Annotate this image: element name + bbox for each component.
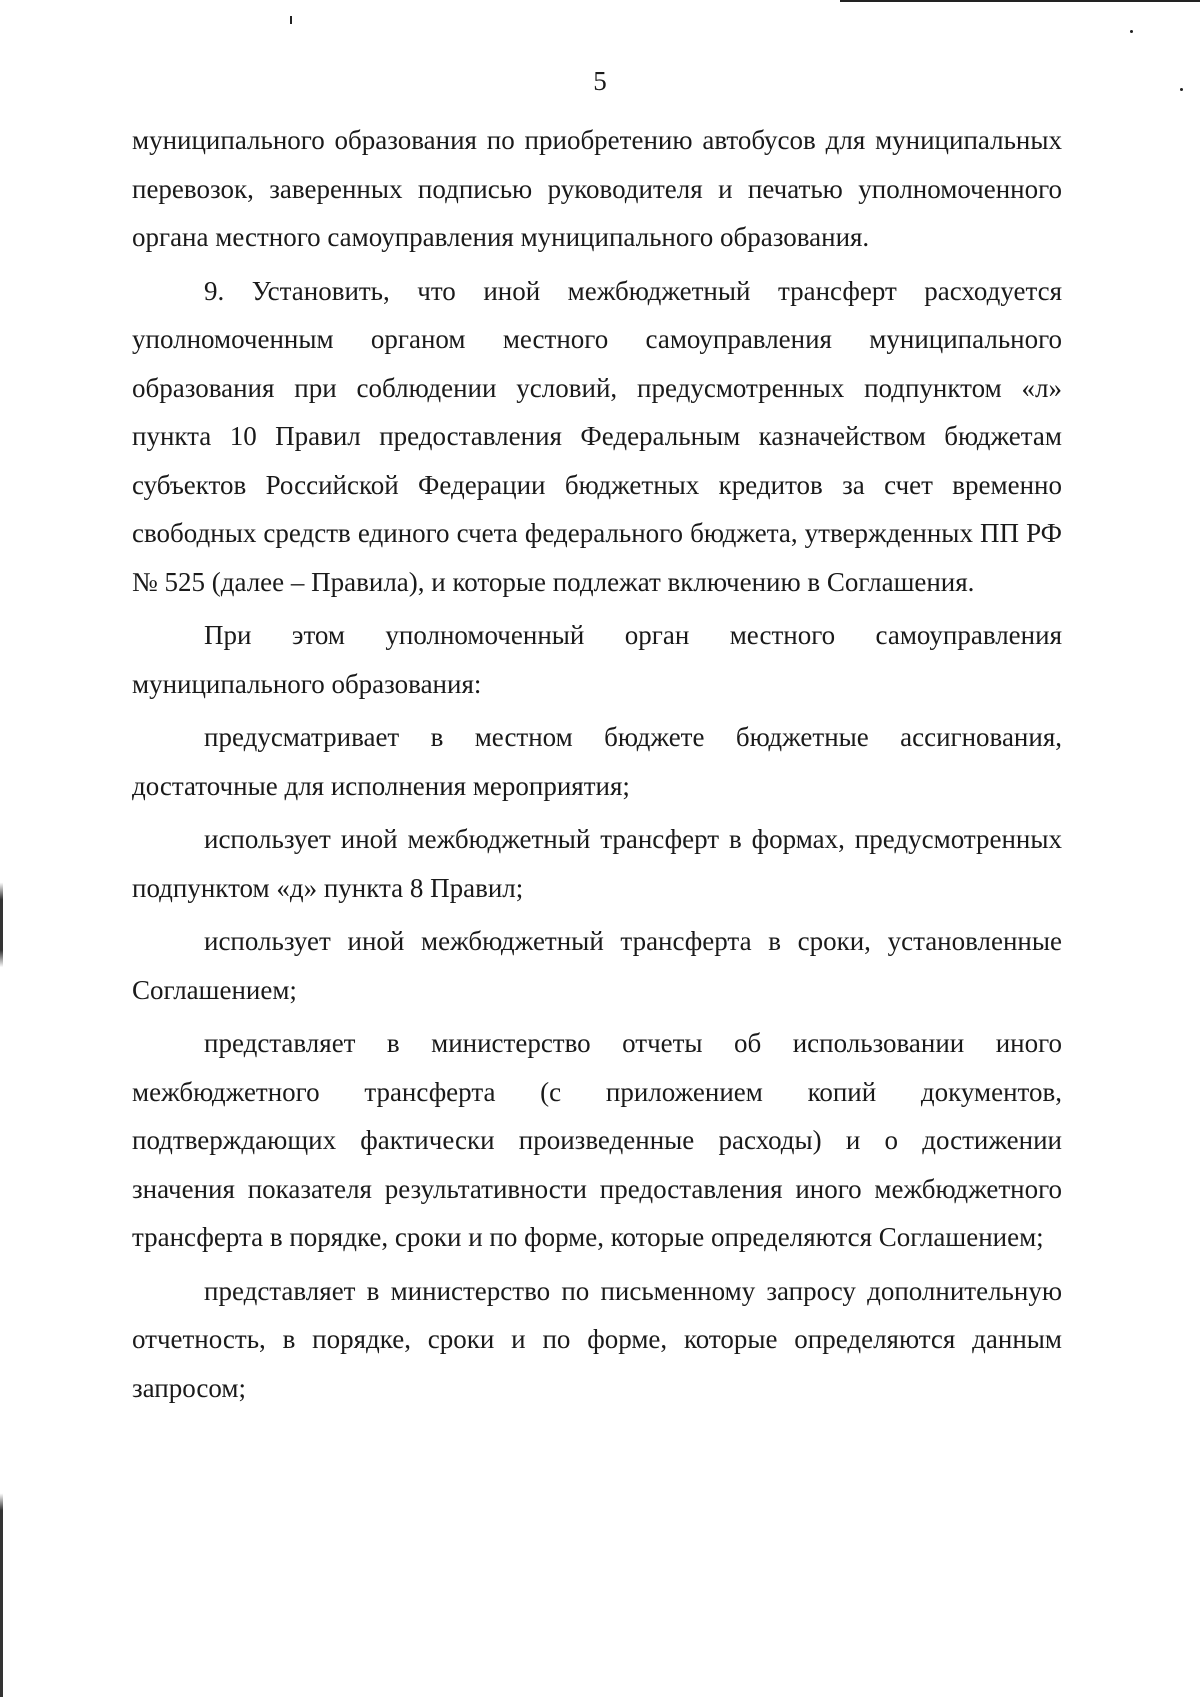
paragraph-terms: использует иной межбюджетный трансферта в сроки, установленные Соглашением; (132, 926, 1062, 1005)
paragraph-forms: использует иной межбюджетный трансферт в формах, предусмотренных подпунктом «д» пункта 8 Правил; (132, 824, 1062, 903)
document-body (132, 116, 1062, 1417)
scan-speck (290, 16, 292, 24)
scan-artifact-line (840, 0, 1200, 2)
paragraph-continuation: муниципального образования по приобретению автобусов для муниципальных перевозок, заверенных подписью руководителя и печатью уполномоченного органа местного самоуправления муниципального образования. (132, 125, 1062, 252)
paragraph-reports: представляет в министерство отчеты об использовании иного межбюджетного трансферта (с приложением копий документов, подтверждающих фактически произведенные расходы) и о достижении значения показателя результативности предоставления иного межбюджетного трансферта в порядке, сроки и по форме, которые определяются Соглашением; (132, 1028, 1062, 1252)
paragraph-additional: представляет в министерство по письменному запросу дополнительную отчетность, в порядке, сроки и по форме, которые определяются данным запросом; (132, 1275, 1062, 1403)
paragraph-budget: предусматривает в местном бюджете бюджетные ассигнования, достаточные для исполнения мероприятия; (132, 722, 1062, 801)
paragraph-item-9: 9. Установить, что иной межбюджетный трансферт расходуется уполномоченным органом местного самоуправления муниципального образования при соблюдении условий, предусмотренных подпунктом «л» пункта 10 Правил предоставления Федеральным казначейством бюджетам субъектов Российской Федерации бюджетных кредитов за счет временно свободных средств единого счета федерального бюджета, утвержденных ПП РФ № 525 (далее – Правила), и которые подлежат включению в Соглашения. (132, 275, 1062, 597)
scan-speck (1130, 30, 1133, 33)
page-number: 5 (593, 66, 607, 96)
paragraph-intro: При этом уполномоченный орган местного самоуправления муниципального образования: (132, 620, 1062, 699)
scan-artifact-edge (0, 0, 3, 1697)
